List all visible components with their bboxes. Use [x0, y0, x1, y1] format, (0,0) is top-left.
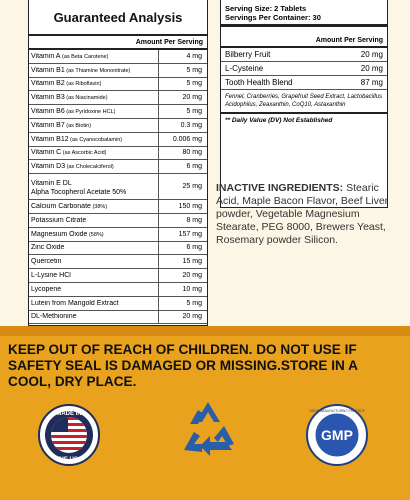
analysis-row-name: DL-Methionine	[31, 313, 77, 321]
usa-top-text: MADE IN	[56, 411, 82, 417]
analysis-row-value: 20 mg	[158, 91, 204, 104]
analysis-row-value: 5 mg	[158, 64, 204, 77]
made-in-usa-badge	[38, 404, 100, 466]
analysis-row-name: Vitamin C (as Ascorbic Acid)	[31, 149, 107, 157]
analysis-table	[29, 50, 207, 324]
analysis-row	[29, 311, 207, 325]
analysis-row-value: 0.3 mg	[158, 119, 204, 132]
serving-size: Serving Size: 2 Tablets	[225, 4, 307, 13]
guaranteed-analysis-panel	[28, 0, 208, 326]
analysis-row-value: 20 mg	[158, 311, 204, 324]
analysis-row-value: 20 mg	[158, 269, 204, 282]
analysis-row-name: Vitamin B2 (as Riboflavin)	[31, 80, 102, 88]
serving-row-name: L-Cysteine	[225, 64, 264, 73]
analysis-row	[29, 105, 207, 119]
analysis-row	[29, 174, 207, 200]
analysis-row	[29, 119, 207, 133]
analysis-row-value: 6 mg	[158, 160, 204, 173]
analysis-row	[29, 160, 207, 174]
analysis-row-name: Vitamin D3 (as Cholecalciferol)	[31, 163, 114, 171]
analysis-row-name: Magnesium Oxide (58%)	[31, 230, 104, 238]
analysis-row-value: 25 mg	[158, 174, 204, 199]
serving-row-value: 20 mg	[360, 50, 383, 59]
analysis-row-value: 4 mg	[158, 50, 204, 63]
inactive-ingredients	[216, 182, 404, 247]
warning-text: KEEP OUT OF REACH OF CHILDREN. DO NOT USE IF SAFETY SEAL IS DAMAGED OR MISSING.STORE IN A COOL, DRY PLACE.	[8, 342, 358, 389]
analysis-row	[29, 269, 207, 283]
analysis-row	[29, 200, 207, 214]
dv-note: ** Daily Value (DV) Not Established	[225, 117, 333, 124]
analysis-amount-header: Amount Per Serving	[29, 36, 207, 50]
analysis-row-name: Lycopene	[31, 285, 62, 293]
serving-row-name: Tooth Health Blend	[225, 78, 293, 87]
orange-band	[0, 326, 410, 336]
analysis-row-name: Potassium Citrate	[31, 216, 87, 224]
analysis-row-value: 0.006 mg	[158, 133, 204, 146]
analysis-row-name: Vitamin B12 (as Cyanocobalamin)	[31, 135, 123, 143]
analysis-row-value: 6 mg	[158, 242, 204, 255]
analysis-row	[29, 64, 207, 78]
analysis-row-name: L-Lysine HCl	[31, 272, 71, 280]
analysis-row	[29, 78, 207, 92]
analysis-row	[29, 50, 207, 64]
analysis-row-name: Vitamin E DL Alpha Tocopherol Acetate 50%	[31, 179, 127, 196]
servings-per-container: Servings Per Container: 30	[225, 13, 321, 22]
analysis-row	[29, 214, 207, 228]
serving-row	[221, 62, 387, 76]
analysis-row-value: 5 mg	[158, 78, 204, 91]
usa-flag-icon	[51, 417, 87, 453]
analysis-row-name: Vitamin A (as Beta Carotene)	[31, 52, 109, 60]
analysis-row	[29, 283, 207, 297]
analysis-row-name: Vitamin B3 (as Niacinamide)	[31, 94, 108, 102]
analysis-row-name: Vitamin B6 (as Pyridoxine HCL)	[31, 108, 116, 116]
serving-row	[221, 48, 387, 62]
serving-row	[221, 76, 387, 90]
analysis-row-value: 10 mg	[158, 283, 204, 296]
inactive-text: Stearic Acid, Maple Bacon Flavor, Beef Liver powder, Vegetable Magnesium Stearate, PEG 8000, Brewers Yeast, Rosemary powder Silicon.	[216, 182, 389, 246]
gmp-text: GMP	[321, 427, 353, 443]
analysis-row-value: 15 mg	[158, 255, 204, 268]
serving-amount-header: Amount Per Serving	[221, 27, 387, 48]
blend-ingredients: Fennel, Cranberries, Grapefruit Seed Extract, Lactobacillus Acidophilus, Zeaxanthin, CoQ10, Astaxanthin	[221, 90, 387, 114]
gmp-badge	[306, 404, 368, 466]
serving-row-value: 20 mg	[360, 64, 383, 73]
analysis-row-value: 5 mg	[158, 105, 204, 118]
analysis-row	[29, 255, 207, 269]
serving-header	[221, 0, 387, 27]
inactive-label: INACTIVE INGREDIENTS:	[216, 182, 344, 194]
usa-bottom-text: THE USA	[55, 457, 83, 463]
analysis-row-name: Vitamin B1 (as Thiamine Mononitrate)	[31, 66, 131, 74]
analysis-row	[29, 133, 207, 147]
analysis-row-name: Lutein from Marigold Extract	[31, 299, 119, 307]
analysis-row-name: Vitamin B7 (as Biotin)	[31, 121, 92, 129]
analysis-row-value: 150 mg	[158, 200, 204, 213]
gmp-ring-text: GOOD MANUFACTURING PRACTICE	[309, 409, 365, 413]
analysis-row-value: 80 mg	[158, 147, 204, 160]
analysis-row	[29, 147, 207, 161]
serving-row-value: 87 mg	[360, 78, 383, 87]
analysis-row-name: Quercetin	[31, 258, 62, 266]
analysis-title: Guaranteed Analysis	[29, 0, 207, 36]
analysis-row-value: 8 mg	[158, 214, 204, 227]
analysis-row	[29, 91, 207, 105]
analysis-row	[29, 228, 207, 242]
recycle-icon	[174, 396, 242, 464]
analysis-row	[29, 297, 207, 311]
analysis-row-value: 157 mg	[158, 228, 204, 241]
analysis-row-value: 5 mg	[158, 297, 204, 310]
serving-table	[221, 48, 387, 90]
serving-row-name: Bilberry Fruit	[225, 50, 271, 59]
serving-facts-panel	[220, 0, 388, 208]
analysis-row	[29, 242, 207, 256]
analysis-row-name: Calcium Carbonate (38%)	[31, 203, 108, 211]
analysis-row-name: Zinc Oxide	[31, 244, 65, 252]
